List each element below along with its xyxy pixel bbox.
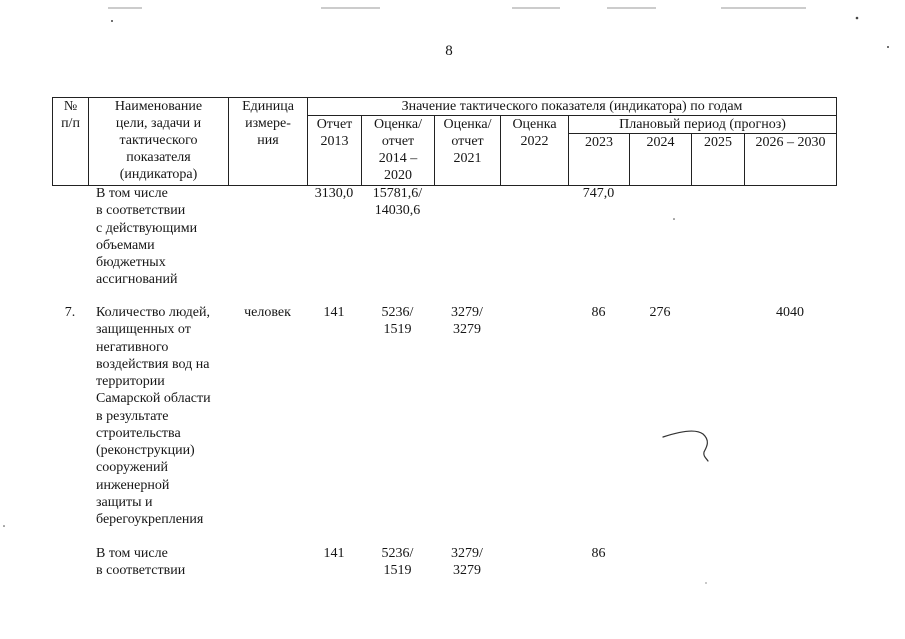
table-row: [52, 185, 836, 289]
value-estimate-2014-2020: 5236/ 1519: [381, 305, 414, 338]
header-planned-period: Плановый период (прогноз): [569, 116, 837, 134]
header-estimate-2014-2020: Оценка/ отчет 2014 – 2020: [362, 116, 435, 186]
header-year-2024: 2024: [630, 134, 692, 186]
value-2024: 276: [649, 305, 671, 320]
row-unit: человек: [244, 305, 291, 320]
value-estimate-2022: [500, 185, 568, 289]
row-name: Количество людей, защищенных от негативного воздействия вод на территории Самарской области в результате строительства (реконструкции) сооружений инженерной защиты и берегоукрепления: [96, 305, 211, 527]
value-2026-2030: [744, 185, 836, 289]
value-estimate-2014-2020: 15781,6/ 14030,6: [372, 186, 423, 219]
value-report-2013: 3130,0: [314, 186, 354, 201]
page-number: 8: [445, 43, 453, 59]
value-2023: 747,0: [582, 186, 615, 201]
row-unit: [228, 185, 307, 289]
header-estimate-2021: Оценка/ отчет 2021: [435, 116, 501, 186]
value-estimate-2021: [434, 185, 500, 289]
row-name: В том числе в соответствии: [96, 546, 186, 579]
value-2025: [691, 545, 744, 580]
row-num: [52, 545, 88, 580]
row-name: В том числе в соответствии с действующими объемами бюджетных ассигнований: [96, 186, 198, 288]
header-unit: Единица измере- ния: [229, 98, 308, 186]
value-estimate-2022: [500, 545, 568, 580]
value-estimate-2022: [500, 304, 568, 528]
header-name: Наименование цели, задачи и тактического показателя (индикатора): [89, 98, 229, 186]
value-2024: [629, 185, 691, 289]
header-year-2023: 2023: [569, 134, 630, 186]
row-num: [52, 185, 88, 289]
header-num: № п/п: [53, 98, 89, 186]
value-2023: 86: [591, 305, 606, 320]
value-estimate-2021: 3279/ 3279: [451, 546, 483, 579]
header-estimate-2022: Оценка 2022: [501, 116, 569, 186]
table-header: [52, 97, 837, 186]
value-2025: [691, 304, 744, 528]
row-unit: [228, 545, 307, 580]
header-year-2025: 2025: [692, 134, 745, 186]
table-row: [52, 545, 836, 580]
row-num: 7.: [64, 305, 76, 320]
value-2025: [691, 185, 744, 289]
value-estimate-2014-2020: 5236/ 1519: [381, 546, 414, 579]
value-report-2013: 141: [323, 546, 345, 561]
table-row: [52, 304, 836, 528]
header-report-2013: Отчет 2013: [308, 116, 362, 186]
header-values-group: Значение тактического показателя (индикатора) по годам: [308, 98, 837, 116]
value-estimate-2021: 3279/ 3279: [451, 305, 483, 338]
value-report-2013: 141: [323, 305, 345, 320]
value-2026-2030: 4040: [776, 305, 804, 320]
value-2026-2030: [744, 545, 836, 580]
value-2023: 86: [591, 546, 606, 561]
header-year-2026-2030: 2026 – 2030: [745, 134, 837, 186]
value-2024: [629, 545, 691, 580]
